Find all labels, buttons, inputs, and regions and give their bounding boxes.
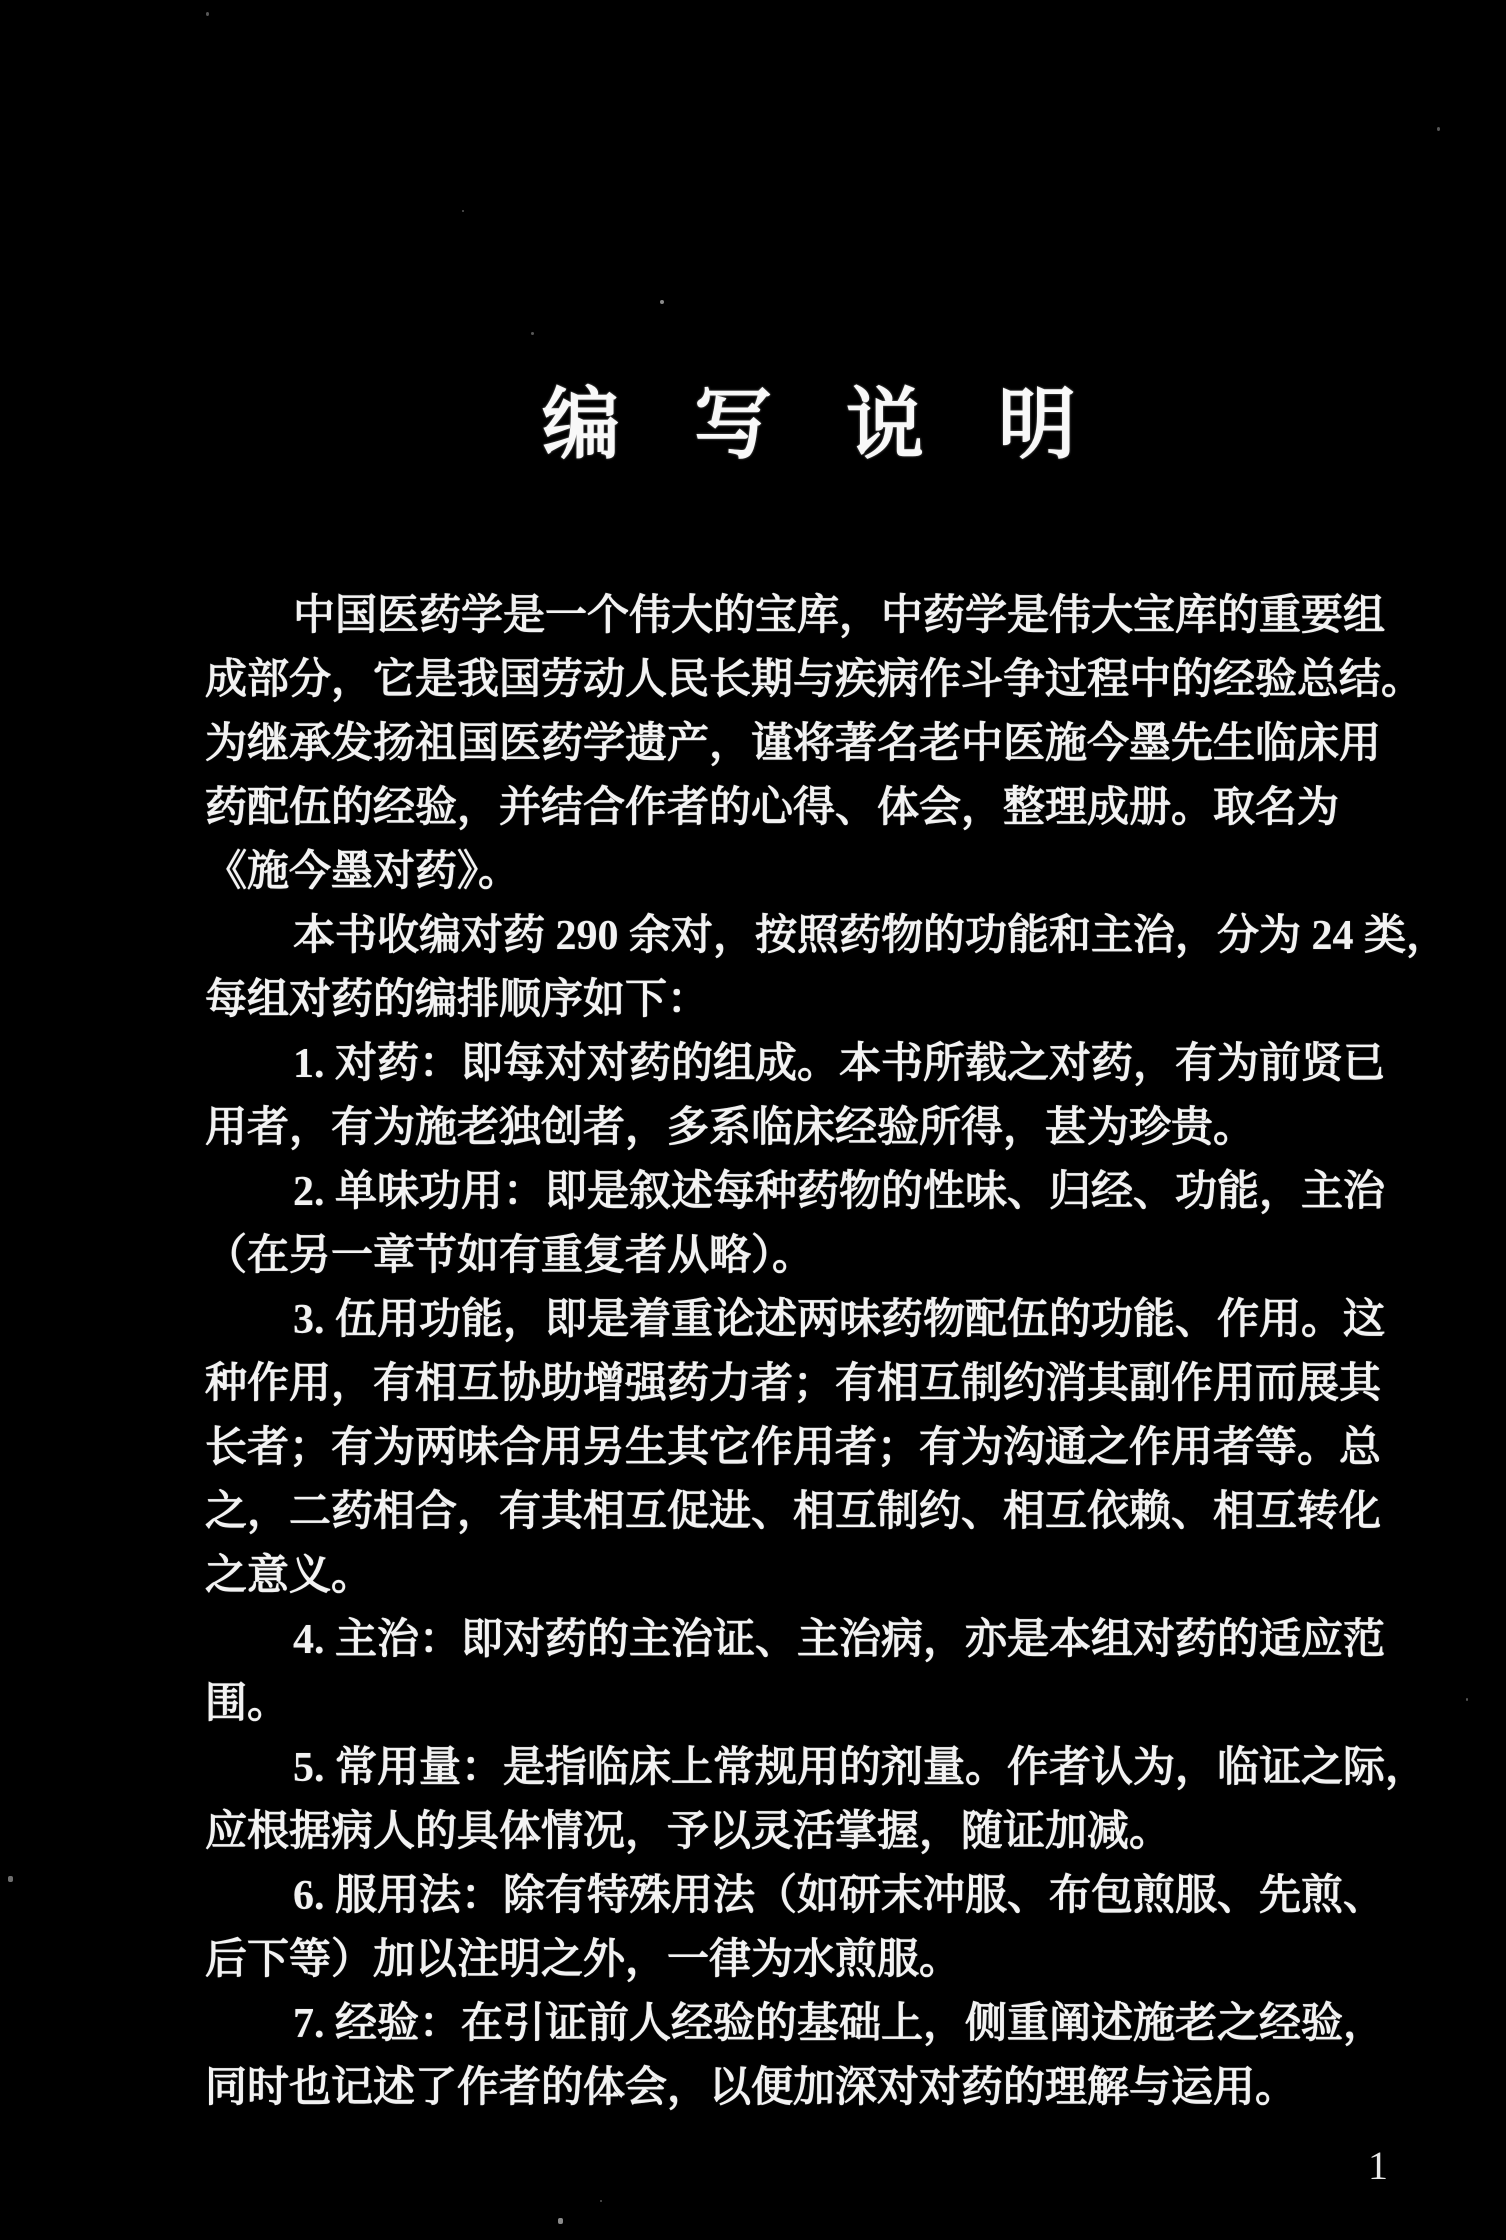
text-line: 长者；有为两味合用另生其它作用者；有为沟通之作用者等。总	[205, 1425, 1382, 1471]
text-line numbered-item-3: 3. 伍用功能，即是着重论述两味药物配伍的功能、作用。这	[293, 1297, 1386, 1343]
scan-speck	[531, 332, 534, 335]
text-line numbered-item-1: 1. 对药：即每对对药的组成。本书所载之对药，有为前贤已	[293, 1041, 1386, 1087]
page-number: 1	[1368, 2143, 1388, 2188]
text-line numbered-item-7: 7. 经验：在引证前人经验的基础上，侧重阐述施老之经验，	[293, 2001, 1386, 2047]
scan-speck	[558, 2218, 563, 2224]
text-line: 围。	[205, 1681, 290, 1727]
text-line: 中国医药学是一个伟大的宝库，中药学是伟大宝库的重要组	[293, 593, 1386, 639]
text-line: 应根据病人的具体情况，予以灵活掌握，随证加减。	[205, 1809, 1172, 1855]
text-line: 种作用，有相互协助增强药力者；有相互制约消其副作用而展其	[205, 1361, 1382, 1407]
text-line numbered-item-6: 6. 服用法：除有特殊用法（如研末冲服、布包煎服、先煎、	[293, 1873, 1386, 1919]
text-line: 每组对药的编排顺序如下：	[205, 977, 710, 1023]
text-line: 为继承发扬祖国医药学遗产，谨将著名老中医施今墨先生临床用	[205, 721, 1382, 767]
scan-speck	[1437, 127, 1440, 131]
scan-speck	[206, 12, 209, 16]
text-line numbered-item-2: 2. 单味功用：即是叙述每种药物的性味、归经、功能，主治	[293, 1169, 1386, 1215]
page-title: 编写说明	[542, 381, 1151, 468]
text-line numbered-item-5: 5. 常用量：是指临床上常规用的剂量。作者认为，临证之际，	[293, 1745, 1428, 1791]
text-line: 用者，有为施老独创者，多系临床经验所得，甚为珍贵。	[205, 1105, 1256, 1151]
scan-speck	[462, 210, 464, 212]
text-line: 同时也记述了作者的体会，以便加深对对药的理解与运用。	[205, 2065, 1298, 2111]
text-line: （在另一章节如有重复者从略）。	[205, 1233, 815, 1279]
body-text	[205, 584, 1449, 2120]
text-line: 后下等）加以注明之外，一律为水煎服。	[205, 1937, 962, 1983]
scan-speck	[600, 2200, 602, 2202]
text-line: 成部分，它是我国劳动人民长期与疾病作斗争过程中的经验总结。	[205, 657, 1424, 703]
text-line: 之意义。	[205, 1553, 374, 1599]
scan-speck	[660, 300, 664, 304]
text-line: 本书收编对药 290 余对，按照药物的功能和主治，分为 24 类，	[293, 913, 1449, 959]
scan-speck	[8, 1876, 13, 1882]
text-line: 之，二药相合，有其相互促进、相互制约、相互依赖、相互转化	[205, 1489, 1382, 1535]
text-line numbered-item-4: 4. 主治：即对药的主治证、主治病，亦是本组对药的适应范	[293, 1617, 1386, 1663]
scan-speck	[1466, 1698, 1468, 1701]
text-line: 《施今墨对药》。	[205, 849, 521, 895]
text-line: 药配伍的经验，并结合作者的心得、体会，整理成册。取名为	[205, 785, 1340, 831]
